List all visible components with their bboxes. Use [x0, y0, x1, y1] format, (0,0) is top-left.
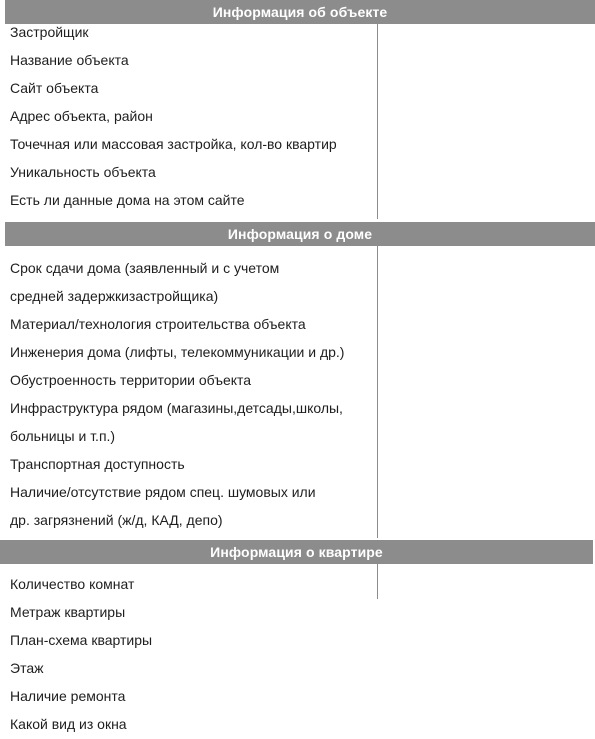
row-pollution-cont: др. загрязнений (ж/д, КАД, депо)	[10, 512, 223, 528]
row-infrastructure-cont: больницы и т.п.)	[10, 428, 116, 444]
section-header-house: Информация о доме	[5, 222, 595, 246]
row-house-data-on-site: Есть ли данные дома на этом сайте	[10, 192, 245, 208]
column-divider-object	[377, 22, 378, 219]
row-object-uniqueness: Уникальность объекта	[10, 164, 156, 180]
row-construction-material: Материал/технология строительства объекта	[10, 316, 306, 332]
row-apartment-area: Метраж квартиры	[10, 604, 126, 620]
section-house-rows	[10, 254, 375, 534]
row-object-site: Сайт объекта	[10, 80, 99, 96]
row-floor: Этаж	[10, 660, 44, 676]
section-apartment-rows	[10, 570, 375, 738]
row-completion-date: Срок сдачи дома (заявленный и с учетом	[10, 260, 280, 276]
row-object-name: Название объекта	[10, 52, 129, 68]
section-object-rows	[10, 18, 375, 214]
row-renovation: Наличие ремонта	[10, 688, 126, 704]
column-divider-apartment	[377, 563, 378, 599]
section-header-object: Информация об объекте	[5, 0, 595, 24]
row-territory-improvement: Обустроенность территории объекта	[10, 372, 252, 388]
row-completion-date-cont: средней задержкизастройщика)	[10, 288, 219, 304]
section-header-apartment: Информация о квартире	[0, 540, 593, 564]
row-pollution: Наличие/отсутствие рядом спец. шумовых или	[10, 484, 316, 500]
row-window-view: Какой вид из окна	[10, 716, 127, 732]
row-apartment-plan: План-схема квартиры	[10, 632, 153, 648]
row-developer: Застройщик	[10, 24, 89, 40]
row-house-engineering: Инженерия дома (лифты, телекоммуникации и др.)	[10, 344, 345, 360]
row-infrastructure: Инфраструктура рядом (магазины,детсады,школы,	[10, 400, 343, 416]
column-divider-house	[377, 246, 378, 538]
row-object-address: Адрес объекта, район	[10, 108, 153, 124]
row-transport-access: Транспортная доступность	[10, 456, 185, 472]
row-room-count: Количество комнат	[10, 576, 135, 592]
row-building-type: Точечная или массовая застройка, кол-во квартир	[10, 136, 337, 152]
